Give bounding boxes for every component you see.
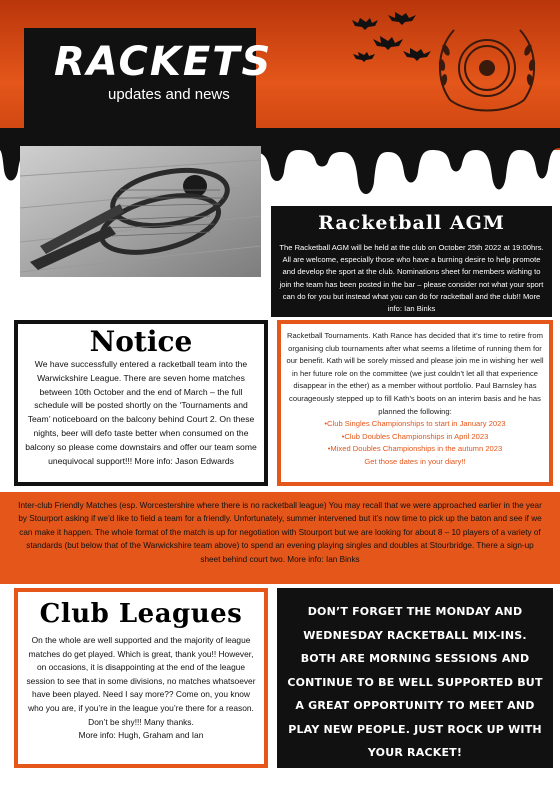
agm-text: The Racketball AGM will be held at the club on October 25th 2022 at 19:00hrs. All are welcome, especially those who have a burning desire to help promote and develop the sport at the club. Nominations sheet for members wishing to join the team has been posted in the bar – please consider not what your sport can do for you but instead what you can do for racketball and the club!! More info: Ian Binks [279, 243, 544, 314]
newsletter-title: RACKETS [54, 39, 273, 85]
tournaments-text: Racketball Tournaments. Kath Rance has decided that it’s time to retire from organising club tournaments after what seems a lifetime of running them for our benefit. Kath will be sorely missed and please join me in wishing her well in her future role on the committee (we just couldn’t let all that experience disappear in the ether) as a member without portfolio. Paul Barnsley has courageously stepped up to fill Kath’s boots on an interim basis and he has planned the following: [286, 331, 544, 416]
agm-heading: Racketball AGM [318, 212, 505, 234]
club-leagues-contact: More info: Hugh, Graham and Ian [78, 730, 204, 741]
list-item: • Club Doubles Championships in April 2023 [286, 431, 544, 444]
racket-and-ball-photo [20, 146, 261, 277]
notice-heading: Notice [89, 325, 193, 358]
tournaments-panel [277, 320, 553, 486]
club-leagues-text: On the whole are well supported and the majority of league matches do get played. Which is great, thank you!! However, on occasions, it is disappointing at the end of the league session to see that in some divisions, no matches whatsoever have been played. Need I say more?? Come on, you know who you are, if you’re in the league you’re there for a reason. Don’t be shy!!! Many thanks. [26, 635, 256, 727]
club-crest-icon [428, 10, 546, 128]
club-leagues-heading: Club Leagues [39, 599, 243, 629]
mix-ins-text: DON’T FORGET THE MONDAY AND WEDNESDAY RACKETBALL MIX-INS. BOTH ARE MORNING SESSIONS AND CONTINUE TO BE WELL SUPPORTED BUT A GREAT OPPORTUNITY TO MEET AND PLAY NEW PEOPLE. JUST ROCK UP WITH YOUR RACKET! [287, 605, 543, 759]
list-item: • Mixed Doubles Championships in the autumn 2023 [286, 443, 544, 456]
mix-ins-panel [277, 588, 553, 768]
agm-panel [271, 206, 552, 317]
tournaments-footer: Get those dates in your diary!! [364, 456, 466, 466]
list-item: • Club Singles Championships to start in January 2023 [286, 418, 544, 431]
masthead [24, 28, 273, 132]
notice-panel [14, 320, 268, 486]
friendly-matches-panel [0, 492, 560, 584]
newsletter-subtitle: updates and news [108, 86, 230, 103]
championship-list [286, 418, 544, 456]
club-leagues-panel [14, 588, 268, 768]
friendly-matches-text: Inter-club Friendly Matches (esp. Worcestershire where there is no racketball league) You may recall that we were approached earlier in the year by Stourport asking if we’d like to field a team for a friendly. Unfortunately, summer intervened but it’s now time to pick up the baton and see if we can make it happen. The whole format of the match is up for negotiation with Stourport but we are looking for about 8 – 10 players of a variety of standards (but below that of the Warwickshire team above) to spend an evening playing singles and doubles at Stourbridge. There a sign-up sheet behind court two. More info: Ian Binks [18, 501, 542, 564]
notice-text: We have successfully entered a racketball team into the Warwickshire League. There are seven home matches between 10th October and the end of March – the full schedule will be posted shortly on the ‘Tournaments and Team’ noticeboard on the balcony behind Court 2. On these nights, beer will defo taste better when consumed on the balcony so please come downstairs and offer our team some unequivocal support!!! More info: Jason Edwards [25, 359, 257, 466]
